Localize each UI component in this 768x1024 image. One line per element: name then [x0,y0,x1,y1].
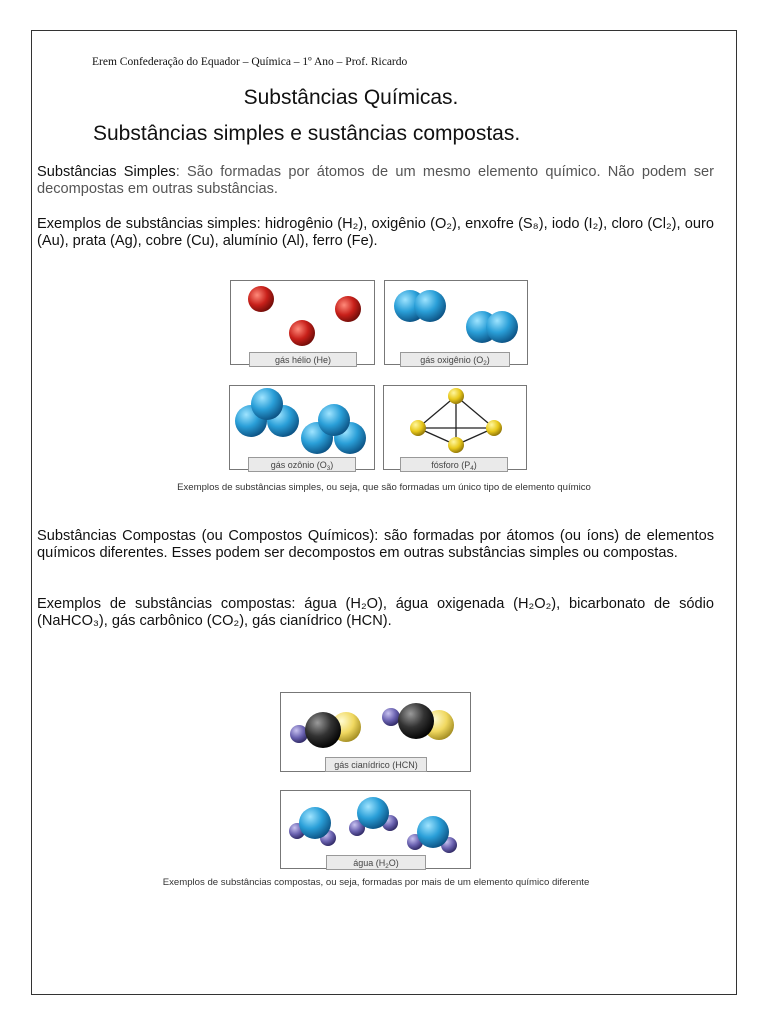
ozone-label: gás ozônio $(O_3)$ [248,457,356,472]
helium-label: gás hélio (He) [249,352,357,367]
oxygen-atom [299,807,331,839]
compound-definition-paragraph: Substâncias Compostas (ou Compostos Químicos): são formadas por átomos (ou íons) de elementos químicos diferentes. Esses podem ser decompostos em outras substâncias simples ou compostas. [37,528,714,561]
hcn-panel [280,692,471,772]
carbon-atom [305,712,341,748]
simple-examples-paragraph: Exemplos de substâncias simples: hidrogênio (H₂), oxigênio (O₂), enxofre (S₈), iodo (I₂), cloro (Cl₂), ouro (Au), prata (Ag), cobre (Cu), alumínio (Al), ferro (Fe). [37,216,714,249]
subtitle: Substâncias simples e sustâncias compostas. [93,122,521,145]
ozone-atom [251,388,283,420]
simple-figure-caption: Exemplos de substâncias simples, ou seja, que são formadas um único tipo de elemento químico [177,482,591,493]
hcn-label: gás cianídrico (HCN) [325,757,427,772]
phosphorus-atom [486,420,502,436]
oxygen-atom [417,816,449,848]
oxygen-label: gás oxigênio $(O_2)$ [400,352,510,367]
phosphorus-atom [448,437,464,453]
helium-atom [289,320,315,346]
simple-definition-paragraph [37,164,714,198]
simple-term: Substâncias Simples [37,164,176,180]
compound-figure-caption: Exemplos de substâncias compostas, ou seja, formadas por mais de um elemento químico diferente [162,877,590,888]
oxygen-panel [384,280,528,365]
ozone-atom [318,404,350,436]
hydrogen-atom [382,708,400,726]
oxygen-atom [414,290,446,322]
phosphorus-label: fósforo $(P_4)$ [400,457,508,472]
main-title-text: Substâncias Químicas. [243,86,459,109]
simple-definition: : São formadas por átomos de um mesmo elemento químico. Não podem ser decompostas em outras substâncias. [37,164,714,197]
oxygen-atom [486,311,518,343]
helium-atom [248,286,274,312]
oxygen-atom [357,797,389,829]
phosphorus-atom [410,420,426,436]
main-title [0,86,768,110]
water-panel [280,790,471,869]
phosphorus-panel [383,385,527,470]
helium-atom [335,296,361,322]
compound-examples-paragraph: Exemplos de substâncias compostas: água (H₂O), água oxigenada (H₂O₂), bicarbonato de sódio (NaHCO₃), gás carbônico (CO₂), gás cianídrico (HCN). [37,596,714,629]
carbon-atom [398,703,434,739]
document-header: Erem Confederação do Equador – Química – 1º Ano – Prof. Ricardo [92,56,408,68]
phosphorus-atom [448,388,464,404]
helium-panel [230,280,375,365]
ozone-panel [229,385,375,470]
water-label: água $(H_2O)$ [326,855,426,870]
